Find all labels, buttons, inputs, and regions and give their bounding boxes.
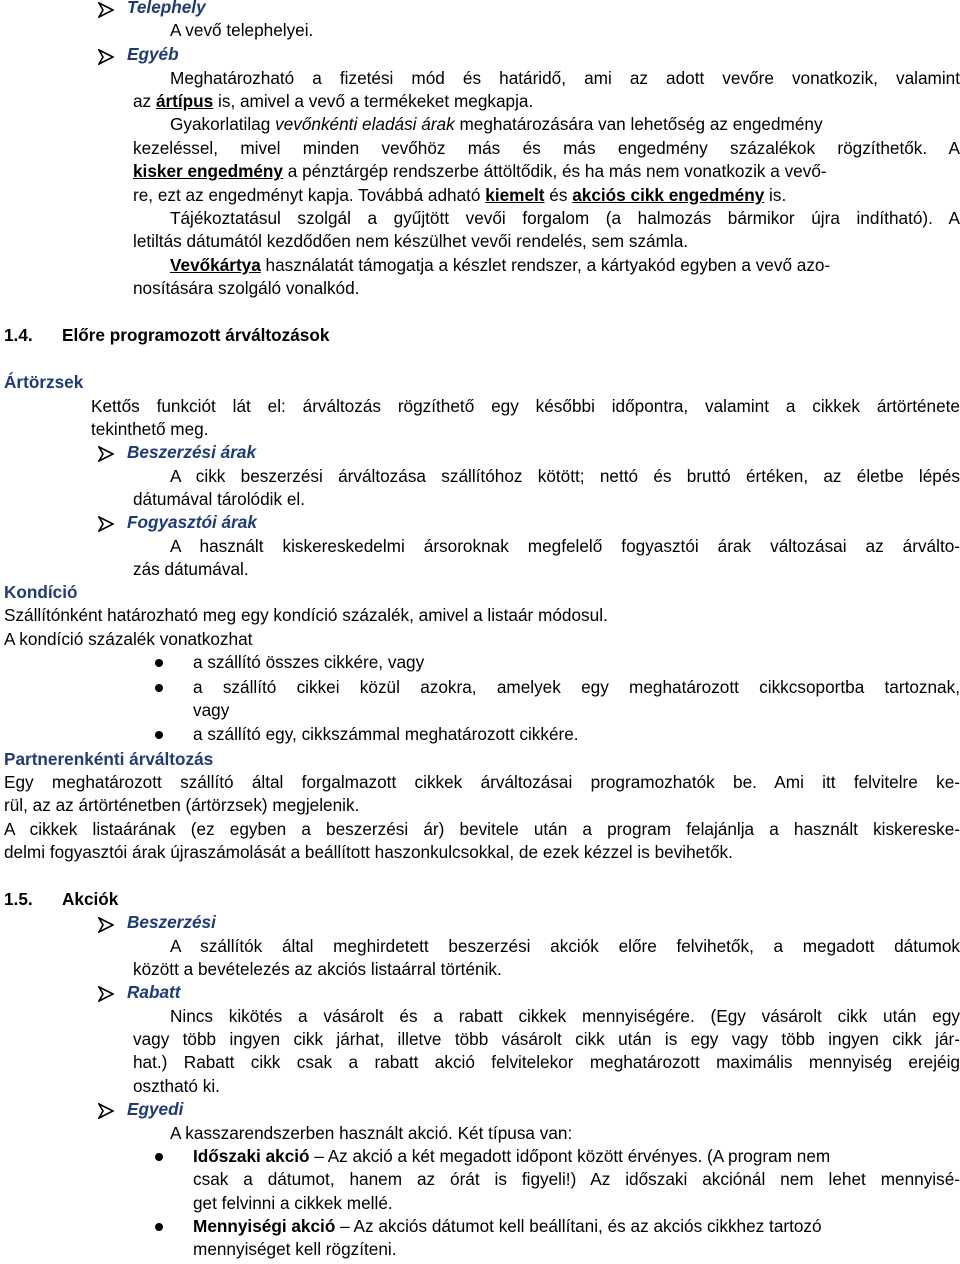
kondicio-bullet3: a szállító egy, cikkszámmal meghatározott cikkére. <box>193 724 579 744</box>
rabatt-line1: Nincs kikötés a vásárolt és a rabatt cikkek mennyiségére. (Egy vásárolt cikk után egy <box>170 1006 960 1026</box>
idoszaki-akcio-line3: get felvinni a cikkek mellé. <box>193 1193 393 1213</box>
artorzsek-line1: Kettős funkciót lát el: árváltozás rögzíthető egy későbbi időpontra, valamint a cikkek ártörténete <box>91 396 960 416</box>
partner-line2: rül, az az ártörténetben (ártörzsek) megjelenik. <box>4 795 360 815</box>
beszerzesi-arak-line1: A cikk beszerzési árváltozása szállítóhoz kötött; nettó és bruttó értéken, az életbe lépés <box>170 466 960 486</box>
mennyisegi-akcio-line2: mennyiséget kell rögzíteni. <box>193 1239 397 1259</box>
partner-heading: Partnerenkénti árváltozás <box>4 749 214 769</box>
artorzsek-heading: Ártörzsek <box>4 372 84 392</box>
kondicio-line2: A kondíció százalék vonatkozhat <box>4 629 253 649</box>
arrow-bullet-icon <box>98 516 114 532</box>
akcio-beszerzesi-line1: A szállítók által meghirdetett beszerzési akciók előre felvihetők, a megadott dátumok <box>170 936 960 956</box>
rabatt-line4: osztható ki. <box>133 1076 220 1096</box>
kondicio-bullet2-line2: vagy <box>193 700 230 720</box>
telephely-heading: Telephely <box>127 0 206 17</box>
egyeb-heading: Egyéb <box>127 44 179 64</box>
egyeb-p3-line1: Tájékoztatásul szolgál a gyűjtött vevői forgalom (a halmozás bármikor újra indítható). A <box>170 208 960 228</box>
mennyisegi-akcio-line1: Mennyiségi akció – Az akciós dátumot kell beállítani, és az akciós cikkhez tartozó <box>193 1216 822 1236</box>
egyeb-p2-line1: Gyakorlatilag vevőnkénti eladási árak meghatározására van lehetőség az engedmény <box>170 114 823 134</box>
partner-line4: delmi fogyasztói árak újraszámolását a beállított haszonkulcsokkal, de ezek kézzel is bevihetők. <box>4 842 733 862</box>
bullet-dot-icon <box>155 1153 163 1161</box>
section-1-4-number: 1.4. <box>4 325 33 345</box>
kondicio-bullet1: a szállító összes cikkére, vagy <box>193 652 425 672</box>
arrow-bullet-icon <box>98 917 114 933</box>
kondicio-heading: Kondíció <box>4 582 78 602</box>
kisker-engedmeny-term: kisker engedmény <box>133 161 283 181</box>
egyeb-p4-line1: Vevőkártya használatát támogatja a készlet rendszer, a kártyakód egyben a vevő azo- <box>170 255 831 275</box>
artorzsek-line2: tekinthető meg. <box>91 419 209 439</box>
artipus-term: ártípus <box>155 91 214 111</box>
arrow-bullet-icon <box>98 49 114 65</box>
section-1-5-number: 1.5. <box>4 889 33 909</box>
arrow-bullet-icon <box>98 446 114 462</box>
egyeb-p2-line2: kezeléssel, mivel minden vevőhöz más és más engedmény százalékok rögzíthetők. A <box>133 138 960 158</box>
akcio-beszerzesi-line2: között a bevételezés az akciós listaárral történik. <box>133 959 502 979</box>
arrow-bullet-icon <box>98 2 114 18</box>
partner-line1: Egy meghatározott szállító által forgalmazott cikkek árváltozásai programozhatók be. Ami itt felvitelre ke- <box>4 772 960 792</box>
kondicio-bullet2-line1: a szállító cikkei közül azokra, amelyek egy meghatározott cikkcsoportba tartoznak, <box>193 677 960 697</box>
rabatt-heading: Rabatt <box>127 982 181 1002</box>
egyedi-line1: A kasszarendszerben használt akció. Két típusa van: <box>170 1123 573 1143</box>
telephely-desc: A vevő telephelyei. <box>170 20 314 40</box>
section-1-5-title: Akciók <box>62 889 119 909</box>
fogyasztoi-arak-line2: zás dátumával. <box>133 559 249 579</box>
idoszaki-akcio-line2: csak a dátumot, hanem az órát is figyeli!) Az időszaki akciónál nem lehet mennyisé- <box>193 1169 960 1189</box>
egyedi-heading: Egyedi <box>127 1099 184 1119</box>
bullet-dot-icon <box>155 684 163 692</box>
egyeb-p1-line2: az ártípus is, amivel a vevő a termékeket megkapja. <box>133 91 534 111</box>
rabatt-line3: hat.) Rabatt cikk csak a rabatt akció felvitelekor meghatározott maximális mennyiség erejéig <box>133 1052 960 1072</box>
bullet-dot-icon <box>155 659 163 667</box>
section-1-4-title: Előre programozott árváltozások <box>62 325 330 345</box>
beszerzesi-arak-line2: dátumával tárolódik el. <box>133 489 305 509</box>
akcio-beszerzesi-heading: Beszerzési <box>127 912 216 932</box>
egyeb-p4-line2: nosítására szolgáló vonalkód. <box>133 278 360 298</box>
idoszaki-akcio-line1: Időszaki akció – Az akció a két megadott időpont között érvényes. (A program nem <box>193 1146 831 1166</box>
egyeb-p3-line2: letiltás dátumától kezdődően nem készülhet vevői rendelés, sem számla. <box>133 231 689 251</box>
arrow-bullet-icon <box>98 1103 114 1119</box>
egyeb-p2-line3: kisker engedmény a pénztárgép rendszerbe áttöltődik, és ha más nem vonatkozik a vevő- <box>133 161 827 181</box>
egyeb-p1-line1: Meghatározható a fizetési mód és határidő, ami az adott vevőre vonatkozik, valamint <box>170 68 960 88</box>
akcios-cikk-engedmeny-term: akciós cikk engedmény <box>572 185 765 205</box>
fogyasztoi-arak-heading: Fogyasztói árak <box>127 512 257 532</box>
arrow-bullet-icon <box>98 986 114 1002</box>
bullet-dot-icon <box>155 731 163 739</box>
kondicio-line1: Szállítónként határozható meg egy kondíció százalék, amivel a listaár módosul. <box>4 605 608 625</box>
vevokartya-term: Vevőkártya <box>170 255 261 275</box>
rabatt-line2: vagy több ingyen cikk járhat, illetve több vásárolt cikk után is egy vagy több ingyen cikk jár- <box>133 1029 960 1049</box>
beszerzesi-arak-heading: Beszerzési árak <box>127 442 256 462</box>
bullet-dot-icon <box>155 1223 163 1231</box>
egyeb-p2-line4: re, ezt az engedményt kapja. Továbbá adható kiemelt és akciós cikk engedmény is. <box>133 185 787 205</box>
fogyasztoi-arak-line1: A használt kiskereskedelmi ársoroknak megfelelő fogyasztói árak változásai az árválto- <box>170 536 960 556</box>
kiemelt-term: kiemelt <box>485 185 545 205</box>
partner-line3: A cikkek listaárának (ez egyben a beszerzési ár) bevitele után a program felajánlja a használt kiskereske- <box>4 819 960 839</box>
